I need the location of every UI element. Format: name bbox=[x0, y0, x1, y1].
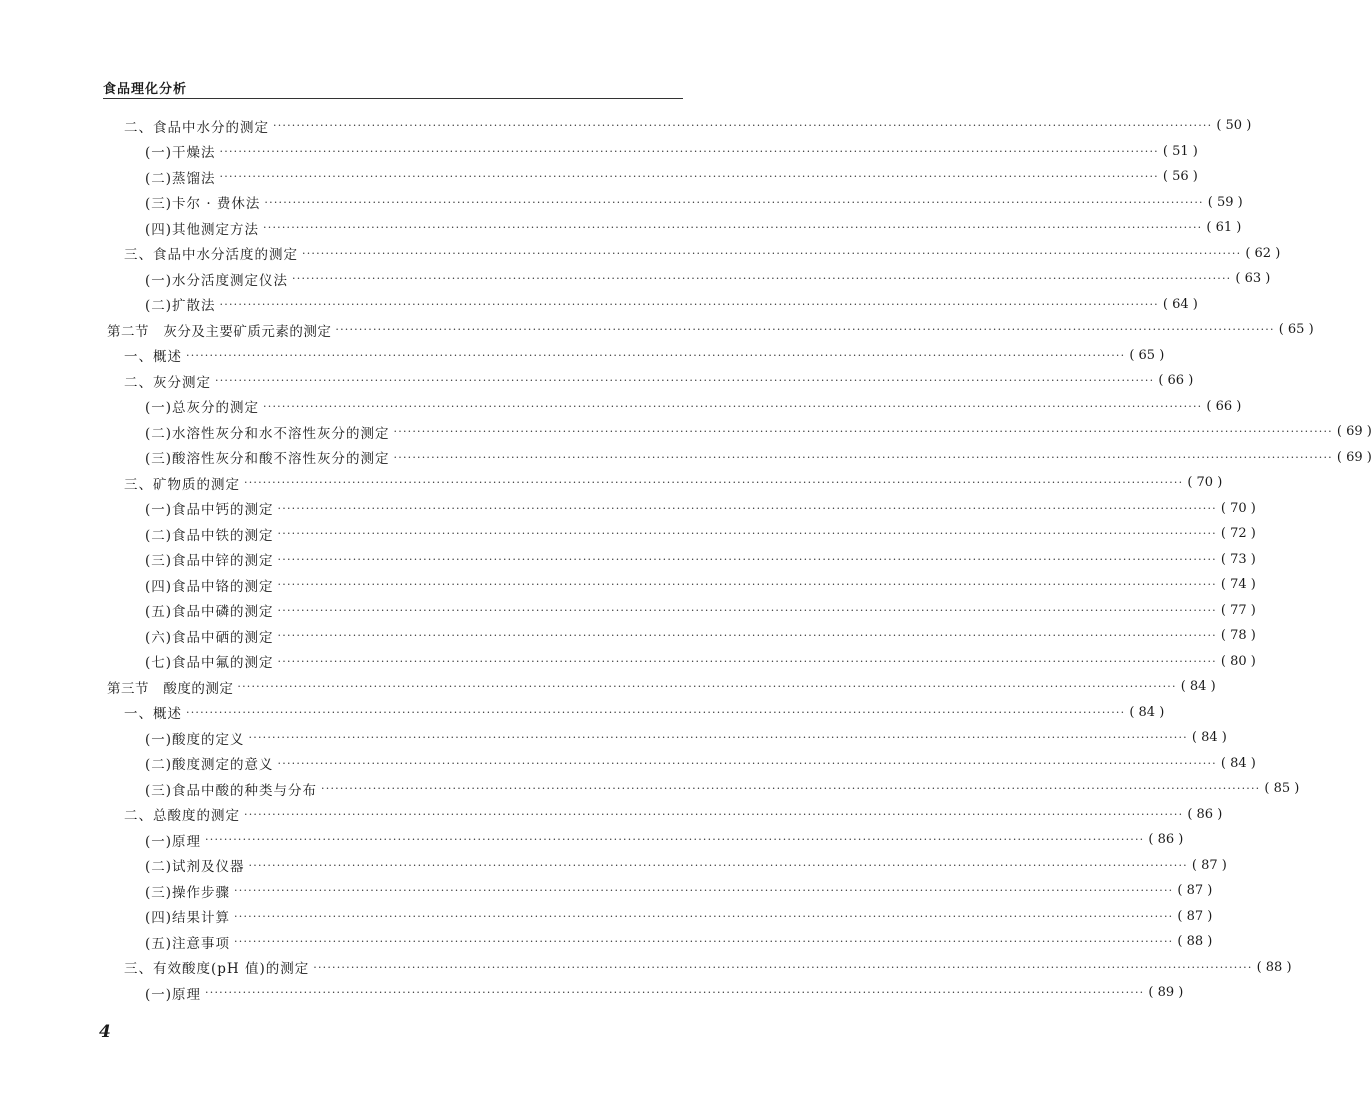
toc-entry-sub[interactable] bbox=[145, 190, 1243, 215]
toc-entry-title: 二、灰分测定 bbox=[124, 374, 211, 391]
toc-entry-sub[interactable] bbox=[145, 649, 1256, 674]
toc-entry-title: 一、概述 bbox=[124, 706, 182, 722]
toc-entry-page: ( 63 ) bbox=[1235, 271, 1271, 286]
dot-leader: ········································································································································································································ bbox=[277, 552, 1217, 566]
toc-entry-page: ( 84 ) bbox=[1129, 704, 1165, 720]
toc-entry-sub[interactable] bbox=[145, 598, 1256, 623]
toc-entry-title: 二、食品中水分的测定 bbox=[124, 119, 269, 136]
toc-entry-sub[interactable] bbox=[145, 980, 1184, 1005]
dot-leader: ········································································································································································································ bbox=[248, 731, 1188, 744]
toc-entry-page: ( 61 ) bbox=[1206, 220, 1242, 235]
toc-entry-sub[interactable] bbox=[145, 776, 1300, 801]
toc-entry-page: ( 88 ) bbox=[1177, 934, 1213, 949]
dot-leader: ········································································································································································································ bbox=[244, 476, 1184, 489]
toc-entry-page: ( 80 ) bbox=[1220, 653, 1256, 669]
toc-entry-sub[interactable] bbox=[145, 215, 1242, 240]
dot-leader: ········································································································································································································ bbox=[205, 833, 1145, 846]
toc-entry-page: ( 64 ) bbox=[1162, 296, 1198, 312]
toc-entry-item[interactable] bbox=[124, 955, 1292, 980]
toc-entry-item[interactable] bbox=[124, 802, 1223, 827]
dot-leader: ········································································································································································································ bbox=[273, 119, 1213, 132]
toc-entry-sub[interactable] bbox=[145, 623, 1256, 648]
toc-entry-page: ( 77 ) bbox=[1220, 602, 1256, 618]
toc-entry-title: (二)蒸馏法 bbox=[145, 170, 216, 187]
toc-entry-title: 一、概述 bbox=[124, 349, 182, 365]
toc-entry-page: ( 66 ) bbox=[1206, 398, 1242, 414]
toc-entry-title: (二)试剂及仪器 bbox=[145, 859, 245, 875]
toc-entry-title: 三、食品中水分活度的测定 bbox=[124, 247, 298, 263]
dot-leader: ········································································································································································································ bbox=[219, 170, 1159, 183]
toc-entry-section[interactable] bbox=[107, 674, 1216, 699]
toc-entry-sub[interactable] bbox=[145, 266, 1271, 291]
toc-entry-item[interactable] bbox=[124, 113, 1252, 138]
dot-leader: ········································································································································································································ bbox=[248, 858, 1188, 872]
toc-entry-page: ( 87 ) bbox=[1177, 908, 1213, 924]
toc-entry-title: 第二节 灰分及主要矿质元素的测定 bbox=[107, 323, 332, 340]
toc-entry-sub[interactable] bbox=[145, 164, 1198, 189]
toc-entry-item[interactable] bbox=[124, 700, 1165, 725]
toc-entry-sub[interactable] bbox=[145, 419, 1372, 444]
toc-entry-title: (三)食品中锌的测定 bbox=[145, 553, 274, 569]
toc-entry-item[interactable] bbox=[124, 241, 1281, 266]
dot-leader: ········································································································································································································ bbox=[244, 807, 1184, 821]
toc-entry-page: ( 56 ) bbox=[1162, 169, 1198, 184]
toc-entry-page: ( 69 ) bbox=[1336, 424, 1372, 439]
toc-entry-sub[interactable] bbox=[145, 496, 1256, 521]
toc-entry-sub[interactable] bbox=[145, 853, 1227, 878]
toc-entry-page: ( 72 ) bbox=[1220, 526, 1256, 541]
toc-entry-title: (三)酸溶性灰分和酸不溶性灰分的测定 bbox=[145, 451, 390, 467]
toc-entry-page: ( 89 ) bbox=[1148, 985, 1184, 1000]
toc-entry-item[interactable] bbox=[124, 470, 1223, 495]
toc-entry-sub[interactable] bbox=[145, 751, 1256, 776]
toc-entry-page: ( 78 ) bbox=[1220, 628, 1256, 643]
toc-entry-page: ( 84 ) bbox=[1220, 755, 1256, 771]
toc-entry-title: (四)结果计算 bbox=[145, 910, 231, 926]
dot-leader: ········································································································································································································ bbox=[277, 654, 1217, 668]
toc-entry-title: (二)酸度测定的意义 bbox=[145, 757, 274, 773]
toc-entry-sub[interactable] bbox=[145, 394, 1242, 419]
toc-entry-title: (五)食品中磷的测定 bbox=[145, 604, 274, 620]
dot-leader: ········································································································································································································ bbox=[219, 144, 1159, 158]
dot-leader: ········································································································································································································ bbox=[263, 221, 1203, 234]
toc-entry-title: (二)食品中铁的测定 bbox=[145, 527, 274, 544]
dot-leader: ········································································································································································································ bbox=[302, 246, 1242, 260]
toc-entry-sub[interactable] bbox=[145, 878, 1213, 903]
dot-leader: ········································································································································································································ bbox=[234, 909, 1174, 923]
toc-entry-title: (三)操作步骤 bbox=[145, 884, 231, 901]
toc-entry-sub[interactable] bbox=[145, 572, 1256, 597]
toc-entry-section[interactable] bbox=[107, 317, 1314, 342]
dot-leader: ········································································································································································································ bbox=[321, 782, 1261, 795]
toc-entry-title: (一)原理 bbox=[145, 986, 202, 1003]
toc-entry-page: ( 70 ) bbox=[1220, 500, 1256, 516]
toc-entry-title: (五)注意事项 bbox=[145, 935, 231, 952]
toc-entry-title: 三、有效酸度(pH 值)的测定 bbox=[124, 961, 310, 977]
toc-entry-title: (四)其他测定方法 bbox=[145, 221, 260, 238]
dot-leader: ········································································································································································································ bbox=[277, 603, 1217, 617]
toc-entry-title: (一)总灰分的测定 bbox=[145, 400, 260, 416]
dot-leader: ········································································································································································································ bbox=[277, 501, 1217, 515]
dot-leader: ········································································································································································································ bbox=[277, 756, 1217, 770]
dot-leader: ········································································································································································································ bbox=[277, 578, 1217, 591]
toc-entry-title: (二)水溶性灰分和水不溶性灰分的测定 bbox=[145, 425, 390, 442]
toc-entry-title: (六)食品中硒的测定 bbox=[145, 629, 274, 646]
toc-entry-title: (一)食品中钙的测定 bbox=[145, 502, 274, 518]
toc-entry-page: ( 50 ) bbox=[1216, 118, 1252, 133]
page-number: 4 bbox=[99, 1022, 111, 1042]
toc-entry-title: (二)扩散法 bbox=[145, 298, 216, 314]
dot-leader: ········································································································································································································ bbox=[186, 348, 1126, 362]
toc-entry-sub[interactable] bbox=[145, 827, 1184, 852]
dot-leader: ········································································································································································································ bbox=[186, 705, 1126, 719]
dot-leader: ········································································································································································································ bbox=[237, 680, 1177, 693]
toc-entry-title: 三、矿物质的测定 bbox=[124, 476, 240, 493]
toc-entry-page: ( 62 ) bbox=[1245, 245, 1281, 261]
dot-leader: ········································································································································································································ bbox=[313, 960, 1253, 974]
toc-entry-title: (三)卡尔 · 费休法 bbox=[145, 196, 261, 212]
toc-entry-title: 第三节 酸度的测定 bbox=[107, 680, 234, 697]
toc-entry-page: ( 69 ) bbox=[1336, 449, 1372, 465]
dot-leader: ········································································································································································································ bbox=[234, 935, 1174, 948]
toc-entry-page: ( 65 ) bbox=[1278, 322, 1314, 337]
dot-leader: ········································································································································································································ bbox=[263, 399, 1203, 413]
dot-leader: ········································································································································································································ bbox=[393, 450, 1333, 464]
dot-leader: ········································································································································································································ bbox=[393, 425, 1333, 438]
toc-entry-page: ( 86 ) bbox=[1148, 832, 1184, 847]
toc-entry-title: (一)水分活度测定仪法 bbox=[145, 272, 289, 289]
book-title: 食品理化分析 bbox=[103, 82, 188, 97]
dot-leader: ········································································································································································································ bbox=[215, 374, 1155, 387]
toc-entry-title: (四)食品中铬的测定 bbox=[145, 578, 274, 595]
toc-entry-page: ( 66 ) bbox=[1158, 373, 1194, 388]
toc-entry-sub[interactable] bbox=[145, 139, 1198, 164]
toc-entry-page: ( 74 ) bbox=[1220, 577, 1256, 592]
toc-entry-sub[interactable] bbox=[145, 292, 1198, 317]
toc-entry-sub[interactable] bbox=[145, 547, 1256, 572]
toc-entry-item[interactable] bbox=[124, 343, 1165, 368]
toc-entry-sub[interactable] bbox=[145, 725, 1227, 750]
toc-entry-page: ( 84 ) bbox=[1191, 730, 1227, 745]
dot-leader: ········································································································································································································ bbox=[335, 323, 1275, 336]
dot-leader: ········································································································································································································ bbox=[234, 884, 1174, 897]
toc-entry-title: 二、总酸度的测定 bbox=[124, 808, 240, 824]
toc-entry-item[interactable] bbox=[124, 368, 1194, 393]
toc-entry-page: ( 86 ) bbox=[1187, 806, 1223, 822]
toc-entry-page: ( 65 ) bbox=[1129, 347, 1165, 363]
dot-leader: ········································································································································································································ bbox=[277, 629, 1217, 642]
toc-entry-title: (一)干燥法 bbox=[145, 145, 216, 161]
toc-entry-title: (三)食品中酸的种类与分布 bbox=[145, 782, 318, 799]
toc-entry-page: ( 88 ) bbox=[1256, 959, 1292, 975]
dot-leader: ········································································································································································································ bbox=[264, 195, 1204, 209]
toc-entry-page: ( 73 ) bbox=[1220, 551, 1256, 567]
toc-entry-page: ( 51 ) bbox=[1162, 143, 1198, 159]
toc-entry-page: ( 84 ) bbox=[1180, 679, 1216, 694]
toc-entry-sub[interactable] bbox=[145, 904, 1213, 929]
toc-entry-sub[interactable] bbox=[145, 445, 1372, 470]
dot-leader: ········································································································································································································ bbox=[205, 986, 1145, 999]
toc-entry-title: (七)食品中氟的测定 bbox=[145, 655, 274, 671]
toc-entry-sub[interactable] bbox=[145, 521, 1256, 546]
toc-entry-page: ( 87 ) bbox=[1191, 857, 1227, 873]
dot-leader: ········································································································································································································ bbox=[219, 297, 1159, 311]
toc-entry-title: (一)原理 bbox=[145, 833, 202, 850]
toc-entry-sub[interactable] bbox=[145, 929, 1213, 954]
toc-entry-page: ( 85 ) bbox=[1264, 781, 1300, 796]
running-header bbox=[103, 76, 683, 99]
toc-entry-page: ( 87 ) bbox=[1177, 883, 1213, 898]
toc-entry-title: (一)酸度的定义 bbox=[145, 731, 245, 748]
dot-leader: ········································································································································································································ bbox=[292, 272, 1232, 285]
dot-leader: ········································································································································································································ bbox=[277, 527, 1217, 540]
toc-entry-page: ( 70 ) bbox=[1187, 475, 1223, 490]
toc-entry-page: ( 59 ) bbox=[1207, 194, 1243, 210]
